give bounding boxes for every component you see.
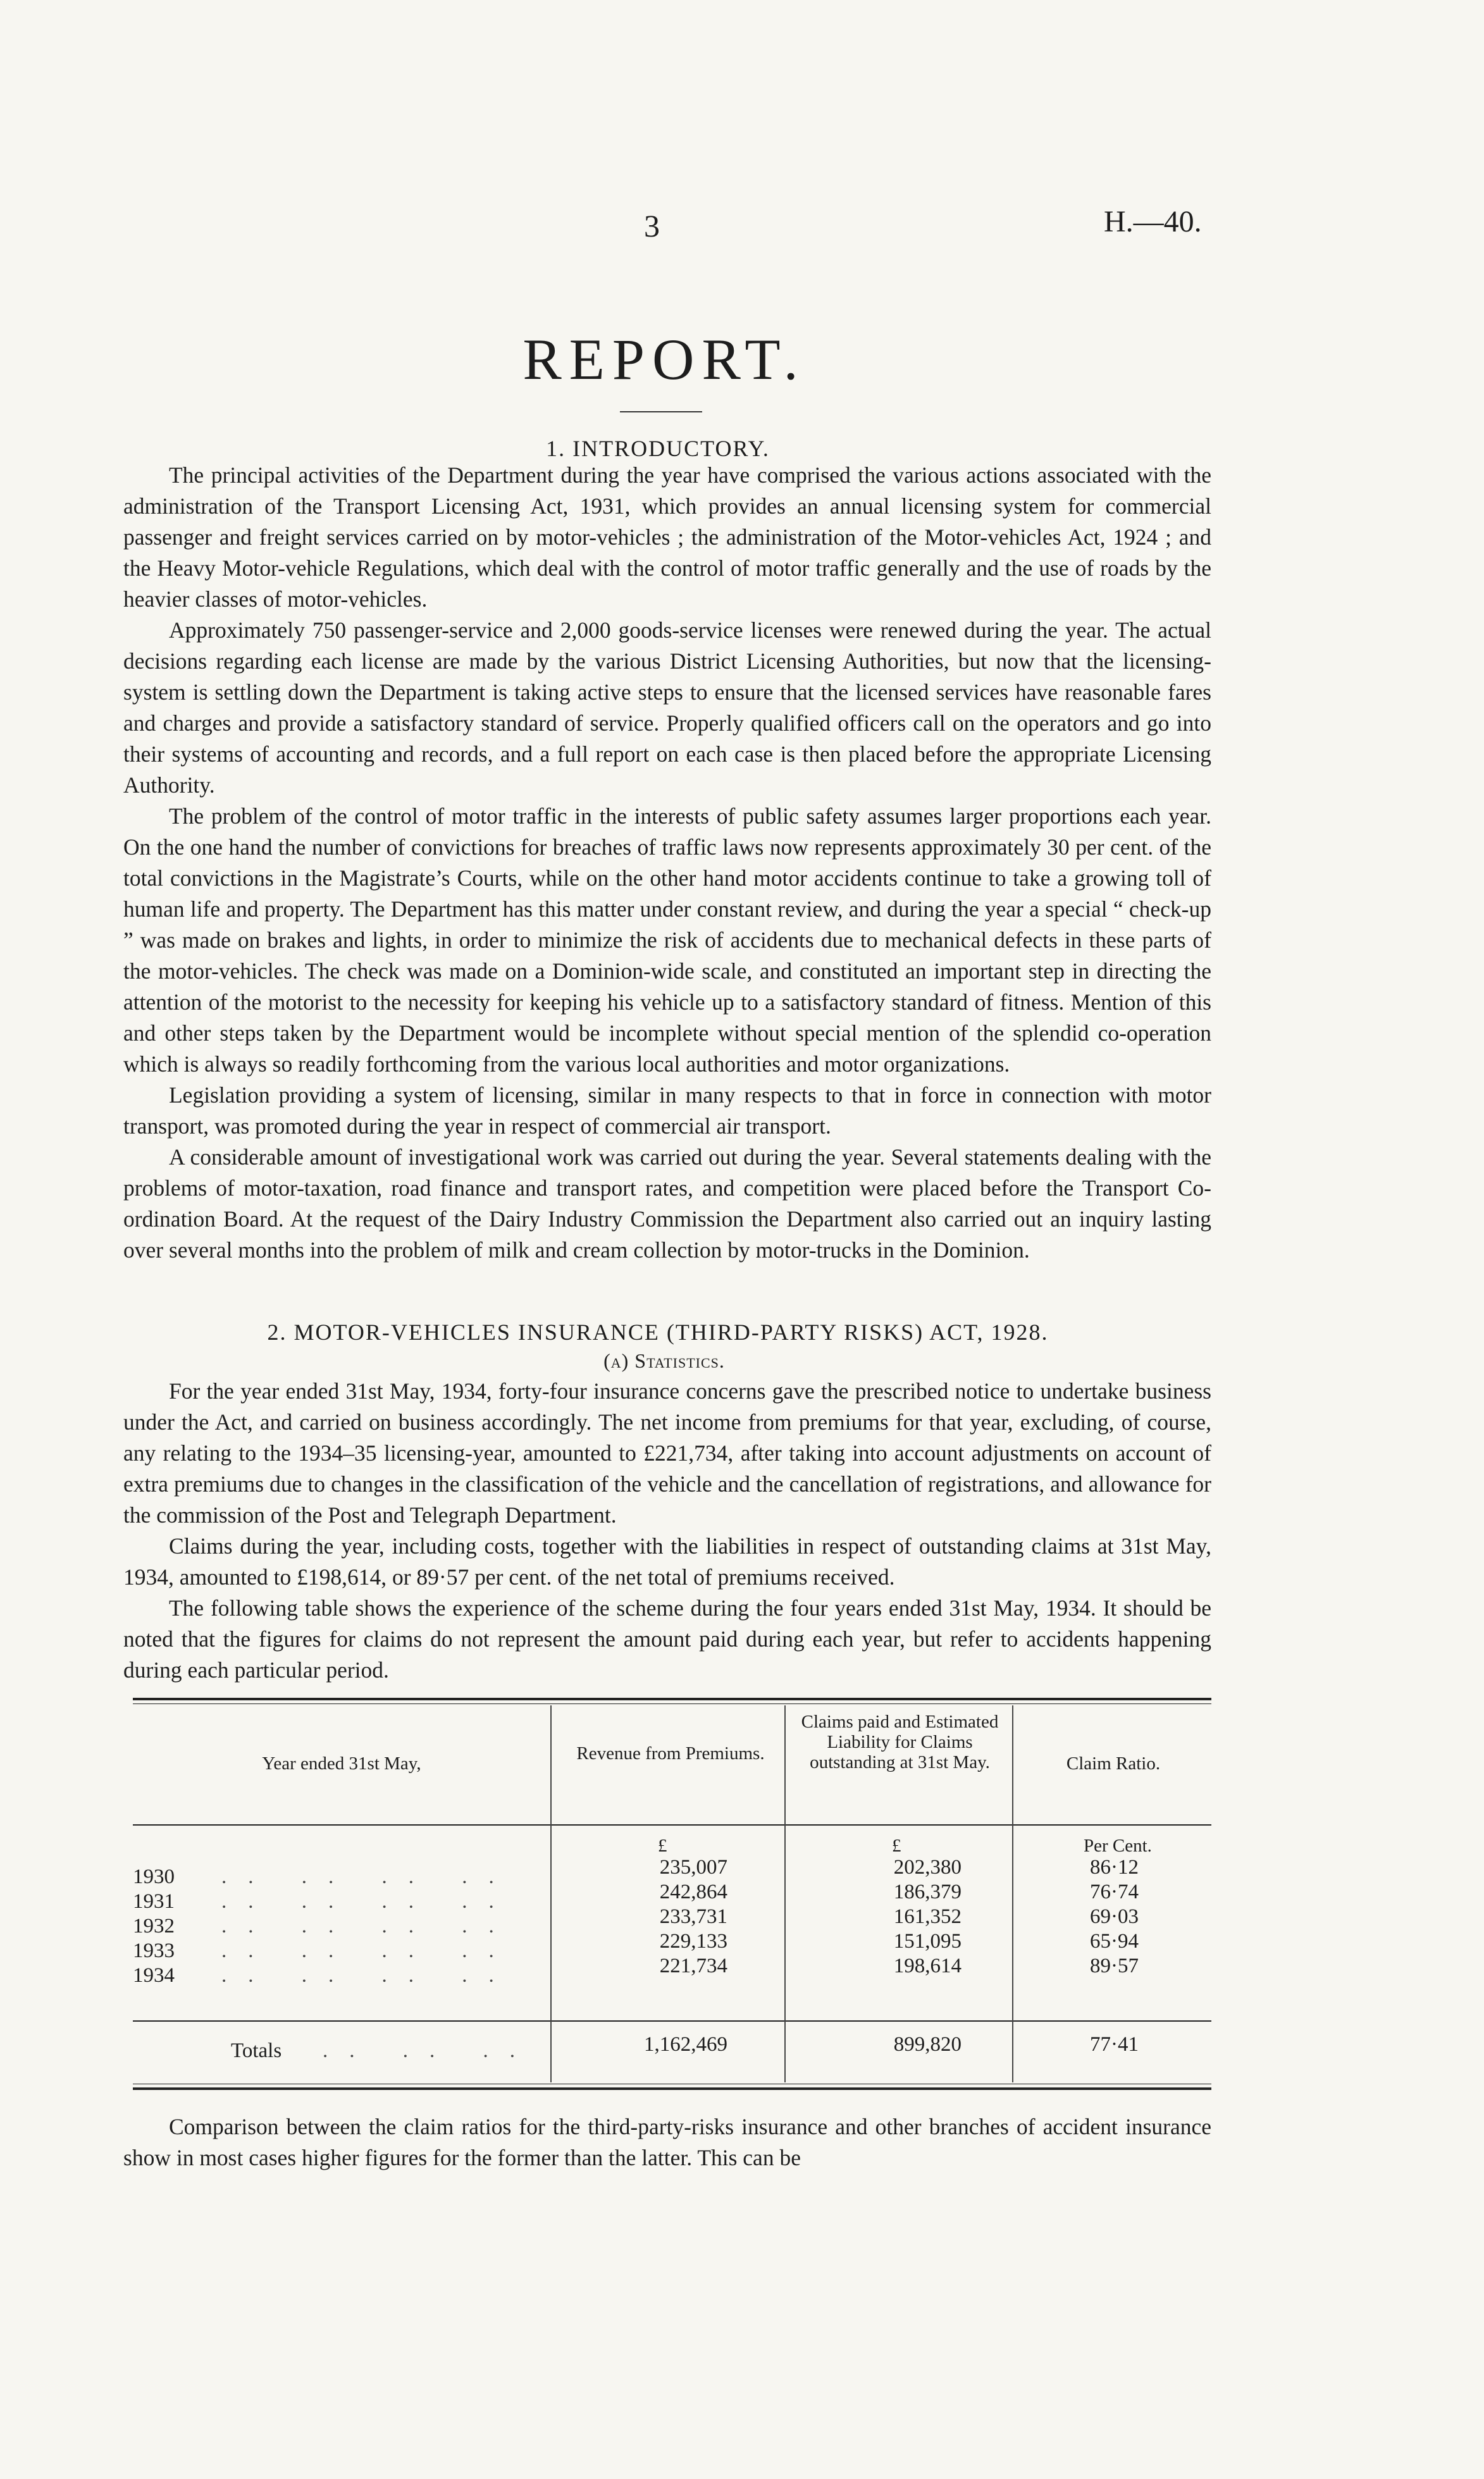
section-2-heading: 2. MOTOR-VEHICLES INSURANCE (THIRD-PARTY RISKS) ACT, 1928. [267,1320,1049,1345]
table-column-divider [1012,1705,1013,2082]
row-year: 1930 [133,1865,175,1888]
header-revenue: Revenue from Premiums. [576,1743,765,1764]
section-1-heading: 1. INTRODUCTORY. [546,436,770,461]
row-leader-dots: .. .. .. .. [221,1890,516,1913]
row-ratio: 76·74 [1090,1881,1139,1903]
statistics-paragraph-2: Claims during the year, including costs, together with the liabilities in respect of outstanding claims at 31st May, 1934, amounted to £198,614, or 89·57 per cent. of the net total of premiums received. [123,1533,1211,1590]
row-ratio: 65·94 [1090,1930,1139,1953]
unit-revenue: £ [658,1836,667,1856]
statistics-paragraph-1: For the year ended 31st May, 1934, forty-four insurance concerns gave the prescribed notice to undertake business under the Act, and carried on business accordingly. The net income from premiums for that year, excluding, of course, any relating to the 1934–35 licensing-year, amounted to £221,734, after taking into account adjustments on account of extra premiums due to changes in the classification of the vehicle and the cancellation of registrations, and allowance for the commission of the Post and Telegraph Department. [123,1378,1211,1528]
row-claims: 151,095 [893,1930,962,1953]
totals-revenue: 1,162,469 [644,2033,727,2056]
statistics-subheading: (a) Statistics. [603,1349,725,1372]
row-revenue: 233,731 [659,1905,727,1928]
row-revenue: 221,734 [659,1955,727,1977]
row-claims: 161,352 [893,1905,962,1928]
row-claims: 202,380 [893,1856,962,1879]
header-year: Year ended 31st May, [262,1753,421,1774]
table-column-divider [550,1705,552,2082]
table-top-rule-thin [133,1703,1211,1704]
totals-leader-dots: .. .. .. [323,2039,536,2062]
row-claims: 198,614 [893,1955,962,1977]
row-revenue: 242,864 [659,1881,727,1903]
intro-paragraph-3: The problem of the control of motor traffic in the interests of public safety assumes larger proportions each year. On the one hand the number of convictions for breaches of traffic laws now represents approximately 30 per cent. of the total convictions in the Magistrate’s Courts, while on the other hand motor accidents continue to take a growing toll of human life and property. The Department has this matter under constant review, and during the year a special “ check-up ” was made on brakes and lights, in order to minimize the risk of accidents due to mechanical defects in these parts of the motor-vehicles. The check was made on a Dominion-wide scale, and constituted an important step in directing the attention of the motorist to the necessity for keeping his vehicle up to a satisfactory standard of fitness. Mention of this and other steps taken by the Department would be incomplete without special mention of the splendid co-operation which is always so readily forthcoming from the various local authorities and motor organizations. [123,803,1211,1077]
row-year: 1932 [133,1915,175,1938]
closing-paragraph: Comparison between the claim ratios for the third-party-risks insurance and other branches of accident insurance show in most cases higher figures for the former than the latter. This can be [123,2114,1211,2170]
intro-paragraph-4: Legislation providing a system of licensing, similar in many respects to that in force in connection with motor transport, was promoted during the year in respect of commercial air transport. [123,1082,1211,1139]
row-year: 1933 [133,1939,175,1962]
totals-claims: 899,820 [893,2033,962,2056]
table-bottom-rule [133,2087,1211,2090]
report-title: REPORT. [522,327,806,392]
row-ratio: 89·57 [1090,1955,1139,1977]
intro-paragraph-5: A considerable amount of investigational work was carried out during the year. Several statements dealing with the problems of motor-taxation, road finance and transport rates, and competition were placed before the Transport Co-ordination Board. At the request of the Dairy Industry Commission the Department also carried out an inquiry lasting over several months into the problem of milk and cream collection by motor-trucks in the Dominion. [123,1144,1211,1263]
table-header-rule [133,1824,1211,1826]
row-ratio: 69·03 [1090,1905,1139,1928]
row-leader-dots: .. .. .. .. [221,1964,516,1987]
row-leader-dots: .. .. .. .. [221,1865,516,1888]
row-revenue: 229,133 [659,1930,727,1953]
header-claims: Claims paid and Estimated Liability for Claims outstanding at 31st May. [801,1712,999,1772]
totals-ratio: 77·41 [1090,2033,1139,2056]
header-ratio: Claim Ratio. [1066,1753,1161,1774]
row-year: 1931 [133,1890,175,1913]
table-totals-rule [133,2020,1211,2022]
row-claims: 186,379 [893,1881,962,1903]
intro-paragraph-2: Approximately 750 passenger-service and 2,000 goods-service licenses were renewed during the year. The actual decisions regarding each license are made by the various District Licensing Authorities, but now that the licensing-system is settling down the Department is taking active steps to ensure that the licensed services have reasonable fares and charges and provide a satisfactory standard of service. Properly qualified officers call on the operators and go into their systems of accounting and records, and a full report on each case is then placed before the appropriate Licensing Authority. [123,617,1211,798]
table-column-divider [784,1705,786,2082]
unit-ratio: Per Cent. [1084,1836,1152,1856]
row-year: 1934 [133,1964,175,1987]
row-leader-dots: .. .. .. .. [221,1915,516,1938]
page-number: 3 [644,208,660,244]
unit-claims: £ [892,1836,901,1856]
row-leader-dots: .. .. .. .. [221,1939,516,1962]
title-rule [620,411,702,412]
table-top-rule [133,1698,1211,1700]
intro-paragraph-1: The principal activities of the Department during the year have comprised the various actions associated with the administration of the Transport Licensing Act, 1931, which provides an annual licensing system for commercial passenger and freight services carried on by motor-vehicles ; the administration of the Motor-vehicles Act, 1924 ; and the Heavy Motor-vehicle Regulations, which deal with the control of motor traffic generally and the use of roads by the heavier classes of motor-vehicles. [123,462,1211,612]
statistics-paragraph-3: The following table shows the experience of the scheme during the four years ended 31st May, 1934. It should be noted that the figures for claims do not represent the amount paid during each year, but refer to accidents happening during each particular period. [123,1595,1211,1683]
totals-label: Totals [231,2039,282,2062]
document-reference: H.—40. [1104,205,1202,238]
row-revenue: 235,007 [659,1856,727,1879]
claims-table [133,1698,1211,2103]
row-ratio: 86·12 [1090,1856,1139,1879]
